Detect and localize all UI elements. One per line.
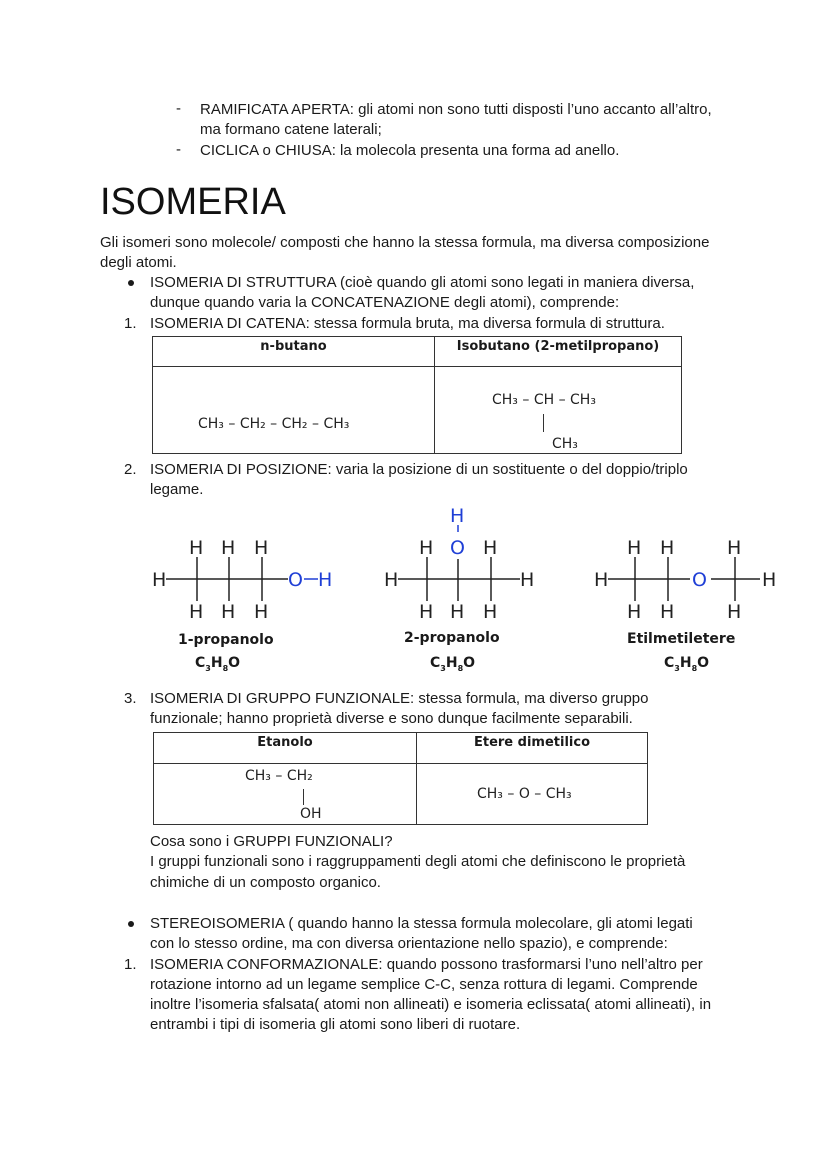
list-number: 2. [124, 461, 137, 478]
atom-h: H [627, 537, 642, 559]
molecule-formula: $C_3H_8O$ [430, 655, 476, 673]
list-dash: - [176, 141, 181, 158]
formula-n-butano: CH₃ – CH₂ – CH₂ – CH₃ [198, 416, 350, 432]
item-line: ISOMERIA DI CATENA: stessa formula bruta, ma diversa formula di struttura. [150, 315, 665, 332]
table-funzionale [153, 732, 648, 824]
list-number: 1. [124, 315, 137, 332]
list-number: 1. [124, 956, 137, 973]
list-number: 3. [124, 690, 137, 707]
molecule-formula: $C_3H_8O$ [195, 655, 241, 673]
item-line: legame. [150, 481, 204, 498]
atom-o: O [450, 537, 465, 559]
atom-h: H [221, 601, 236, 623]
atom-h: H [450, 601, 465, 623]
atom-h: H [189, 537, 204, 559]
table-header: Isobutano (2-metilpropano) [435, 337, 682, 367]
atom-h: H [189, 601, 204, 623]
atom-h: H [419, 601, 434, 623]
intro-text-line: ma formano catene laterali; [200, 121, 382, 138]
atom-h: H [254, 601, 269, 623]
atom-h: H [727, 537, 742, 559]
formula-etanolo: CH₃ – CH₂ [245, 768, 313, 784]
atom-h: H [727, 601, 742, 623]
atom-h: H [627, 601, 642, 623]
gruppi-line: chimiche di un composto organico. [150, 874, 381, 891]
branch-bond [543, 414, 544, 432]
intro-text-line: RAMIFICATA APERTA: gli atomi non sono tutti disposti l’uno accanto all’altro, [200, 101, 712, 118]
atom-h: H [660, 601, 675, 623]
atom-o: O [692, 569, 707, 591]
page-title: ISOMERIA [100, 181, 286, 223]
formula-etere: CH₃ – O – CH₃ [477, 786, 572, 802]
bullet-icon [128, 921, 134, 927]
item-line: funzionale; hanno proprietà diverse e sono dunque facilmente separabili. [150, 710, 633, 727]
table-catena [152, 336, 682, 454]
stereo-line: con lo stesso ordine, ma con diversa orientazione nello spazio), e comprende: [150, 935, 668, 952]
table-header: Etanolo [154, 733, 417, 764]
atom-h: H [318, 569, 333, 591]
atom-h: H [483, 537, 498, 559]
atom-h: H [660, 537, 675, 559]
atom-h: H [419, 537, 434, 559]
atom-h: H [520, 569, 535, 591]
structural-formulas [0, 500, 828, 630]
branch-bond [303, 789, 304, 805]
item-line: ISOMERIA DI GRUPPO FUNZIONALE: stessa formula, ma diverso gruppo [150, 690, 649, 707]
table-header: n-butano [153, 337, 435, 367]
atom-h: H [152, 569, 167, 591]
molecule-formula: $C_3H_8O$ [664, 655, 710, 673]
struttura-line: ISOMERIA DI STRUTTURA (cioè quando gli atomi sono legati in maniera diversa, [150, 274, 695, 291]
atom-h: H [762, 569, 777, 591]
definition-line: degli atomi. [100, 254, 177, 271]
molecule-name: 2-propanolo [404, 630, 500, 646]
atom-h: H [384, 569, 399, 591]
bullet-icon [128, 280, 134, 286]
gruppi-line: I gruppi funzionali sono i raggruppamenti degli atomi che definiscono le proprietà [150, 853, 686, 870]
formula-branch: CH₃ [552, 436, 578, 452]
definition-line: Gli isomeri sono molecole/ composti che hanno la stessa formula, ma diversa composizione [100, 234, 710, 251]
intro-text-line: CICLICA o CHIUSA: la molecola presenta una forma ad anello. [200, 142, 620, 159]
atom-h: H [594, 569, 609, 591]
atom-o: O [288, 569, 303, 591]
molecule-name: 1-propanolo [178, 632, 274, 648]
formula-branch: OH [300, 806, 322, 822]
item-line: inoltre l’isomeria sfalsata( atomi non allineati) e isomeria eclissata( atomi allineati), in [150, 996, 712, 1013]
table-header: Etere dimetilico [417, 733, 648, 764]
item-line: rotazione intorno ad un legame semplice C-C, senza rottura di legami. Comprende [150, 976, 698, 993]
atom-h: H [221, 537, 236, 559]
atom-h: H [254, 537, 269, 559]
item-line: entrambi i tipi di isomeria gli atomi sono liberi di ruotare. [150, 1016, 521, 1033]
list-dash: - [176, 100, 181, 117]
atom-h: H [483, 601, 498, 623]
formula-isobutano: CH₃ – CH – CH₃ [492, 392, 596, 408]
stereo-line: STEREOISOMERIA ( quando hanno la stessa formula molecolare, gli atomi legati [150, 915, 693, 932]
item-line: ISOMERIA DI POSIZIONE: varia la posizione di un sostituente o del doppio/triplo [150, 461, 688, 478]
gruppi-line: Cosa sono i GRUPPI FUNZIONALI? [150, 833, 393, 850]
item-line: ISOMERIA CONFORMAZIONALE: quando possono trasformarsi l’uno nell’altro per [150, 956, 703, 973]
struttura-line: dunque quando varia la CONCATENAZIONE degli atomi), comprende: [150, 294, 620, 311]
molecule-name: Etilmetiletere [627, 631, 736, 647]
atom-h: H [450, 505, 465, 527]
